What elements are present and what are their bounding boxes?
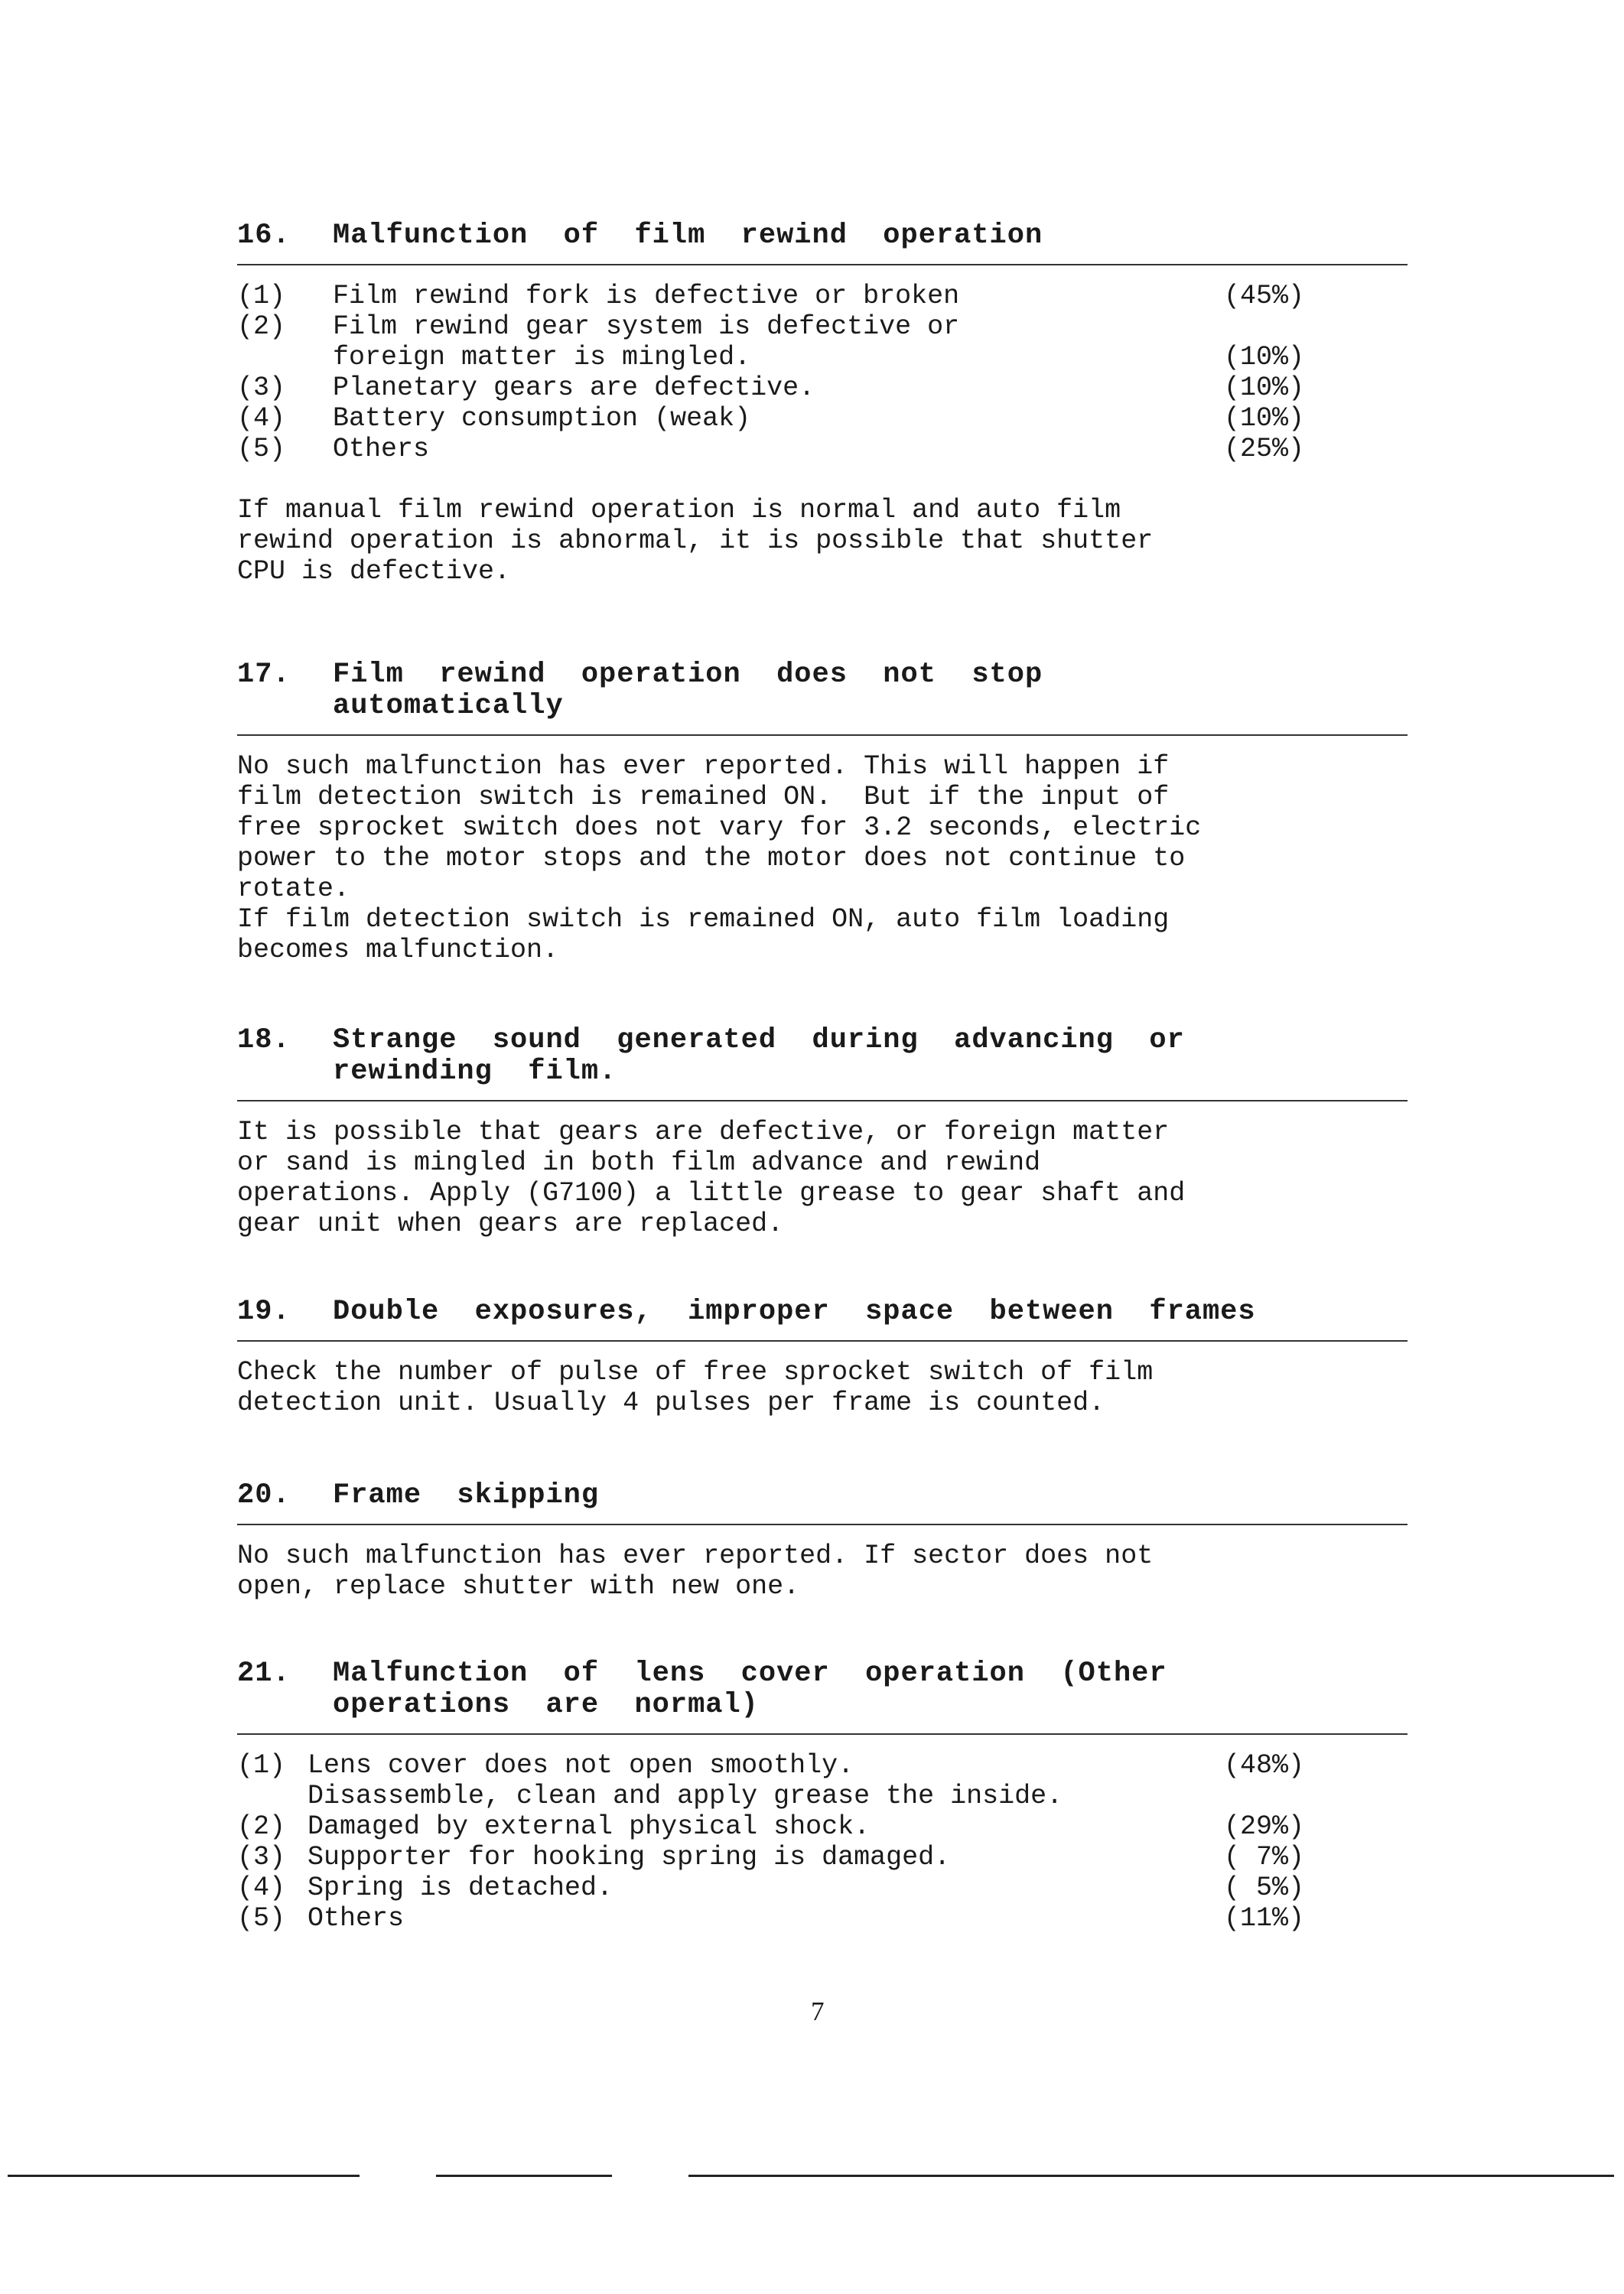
section-title xyxy=(237,1480,1430,1511)
section-21 xyxy=(237,1658,1430,1934)
list-item xyxy=(237,1903,1430,1934)
section-16 xyxy=(237,220,1430,587)
list-item xyxy=(237,1811,1430,1842)
scan-edge-line xyxy=(8,2175,360,2177)
list-item xyxy=(237,434,1430,464)
page-number: 7 xyxy=(811,1996,825,2026)
section-number: 20. xyxy=(237,1479,291,1511)
section-number: 17. xyxy=(237,659,291,691)
section-heading: Malfunction of film rewind operation xyxy=(333,220,1043,252)
section-heading: Double exposures, improper space between frames xyxy=(333,1296,1256,1328)
item-text: Film rewind gear system is defective or xyxy=(333,311,960,342)
item-text: Disassemble, clean and apply grease the inside. xyxy=(308,1781,1063,1811)
item-index: (4) xyxy=(237,403,286,434)
section-title xyxy=(237,659,1430,722)
item-percent: (29%) xyxy=(1224,1811,1305,1842)
section-divider xyxy=(237,1340,1408,1342)
item-percent: (10%) xyxy=(1224,373,1305,403)
list-item xyxy=(237,311,1430,342)
scan-edge-line xyxy=(688,2175,1614,2177)
item-percent: ( 5%) xyxy=(1224,1873,1305,1903)
list-item xyxy=(237,342,1430,373)
item-percent: (10%) xyxy=(1224,342,1305,373)
item-index: (3) xyxy=(237,373,286,403)
item-percent: (10%) xyxy=(1224,403,1305,434)
item-text: foreign matter is mingled. xyxy=(333,342,751,373)
section-divider xyxy=(237,264,1408,265)
section-number: 18. xyxy=(237,1024,291,1056)
item-text: Spring is detached. xyxy=(308,1873,613,1903)
list-item xyxy=(237,1781,1430,1811)
list-item xyxy=(237,1750,1430,1781)
list-item xyxy=(237,373,1430,403)
section-body: Check the number of pulse of free sprocket switch of film detection unit. Usually 4 pulses per frame is counted. xyxy=(237,1357,1154,1418)
list-item xyxy=(237,1873,1430,1903)
section-17 xyxy=(237,659,1430,965)
item-text: Film rewind fork is defective or broken xyxy=(333,281,960,311)
section-divider xyxy=(237,734,1408,736)
section-heading-continued: rewinding film. xyxy=(333,1056,617,1088)
section-19 xyxy=(237,1297,1430,1418)
section-body: No such malfunction has ever reported. If sector does not open, replace shutter with new one. xyxy=(237,1541,1154,1602)
cause-list xyxy=(237,1750,1430,1934)
item-index: (2) xyxy=(237,1811,286,1842)
section-divider xyxy=(237,1733,1408,1735)
item-text: Damaged by external physical shock. xyxy=(308,1811,871,1842)
list-item xyxy=(237,1842,1430,1873)
item-percent: (45%) xyxy=(1224,281,1305,311)
section-title xyxy=(237,1025,1430,1088)
item-index: (2) xyxy=(237,311,286,342)
item-index: (1) xyxy=(237,1750,286,1781)
item-text: Battery consumption (weak) xyxy=(333,403,751,434)
item-index: (5) xyxy=(237,434,286,464)
item-text: Supporter for hooking spring is damaged. xyxy=(308,1842,951,1873)
section-number: 21. xyxy=(237,1658,291,1690)
section-title xyxy=(237,220,1430,252)
section-20 xyxy=(237,1480,1430,1602)
section-note: If manual film rewind operation is normal and auto film rewind operation is abnormal, it is possible that shutter CPU is defective. xyxy=(237,495,1154,587)
item-text: Lens cover does not open smoothly. xyxy=(308,1750,854,1781)
item-percent: (11%) xyxy=(1224,1903,1305,1934)
section-heading-continued: operations are normal) xyxy=(333,1689,759,1721)
section-divider xyxy=(237,1100,1408,1101)
list-item xyxy=(237,281,1430,311)
section-title xyxy=(237,1297,1430,1328)
item-index: (5) xyxy=(237,1903,286,1934)
section-title xyxy=(237,1658,1430,1721)
item-percent: ( 7%) xyxy=(1224,1842,1305,1873)
item-text: Planetary gears are defective. xyxy=(333,373,815,403)
scan-edge-line xyxy=(436,2175,612,2177)
section-divider xyxy=(237,1524,1408,1525)
cause-list xyxy=(237,281,1430,464)
section-number: 19. xyxy=(237,1296,291,1328)
section-number: 16. xyxy=(237,220,291,252)
item-text: Others xyxy=(333,434,430,464)
item-percent: (48%) xyxy=(1224,1750,1305,1781)
item-index: (1) xyxy=(237,281,286,311)
section-heading-continued: automatically xyxy=(333,690,564,722)
section-18 xyxy=(237,1025,1430,1239)
list-item xyxy=(237,403,1430,434)
item-text: Others xyxy=(308,1903,405,1934)
section-heading: Film rewind operation does not stop xyxy=(333,659,1043,691)
item-index: (3) xyxy=(237,1842,286,1873)
section-body: It is possible that gears are defective, or foreign matter or sand is mingled in both film advance and rewind operations. Apply (G7100) a little grease to gear shaft and gear unit when gears are replaced. xyxy=(237,1117,1186,1239)
item-index: (4) xyxy=(237,1873,286,1903)
item-percent: (25%) xyxy=(1224,434,1305,464)
section-heading: Malfunction of lens cover operation (Other xyxy=(333,1658,1167,1690)
section-heading: Strange sound generated during advancing or xyxy=(333,1024,1185,1056)
section-body: No such malfunction has ever reported. This will happen if film detection switch is remained ON. But if the input of free sprocket switch does not vary for 3.2 seconds, electric power to the motor stops and the motor does not continue to rotate. If film detection switch is remained ON, auto film loading becomes malfunction. xyxy=(237,751,1202,965)
section-heading: Frame skipping xyxy=(333,1479,600,1511)
